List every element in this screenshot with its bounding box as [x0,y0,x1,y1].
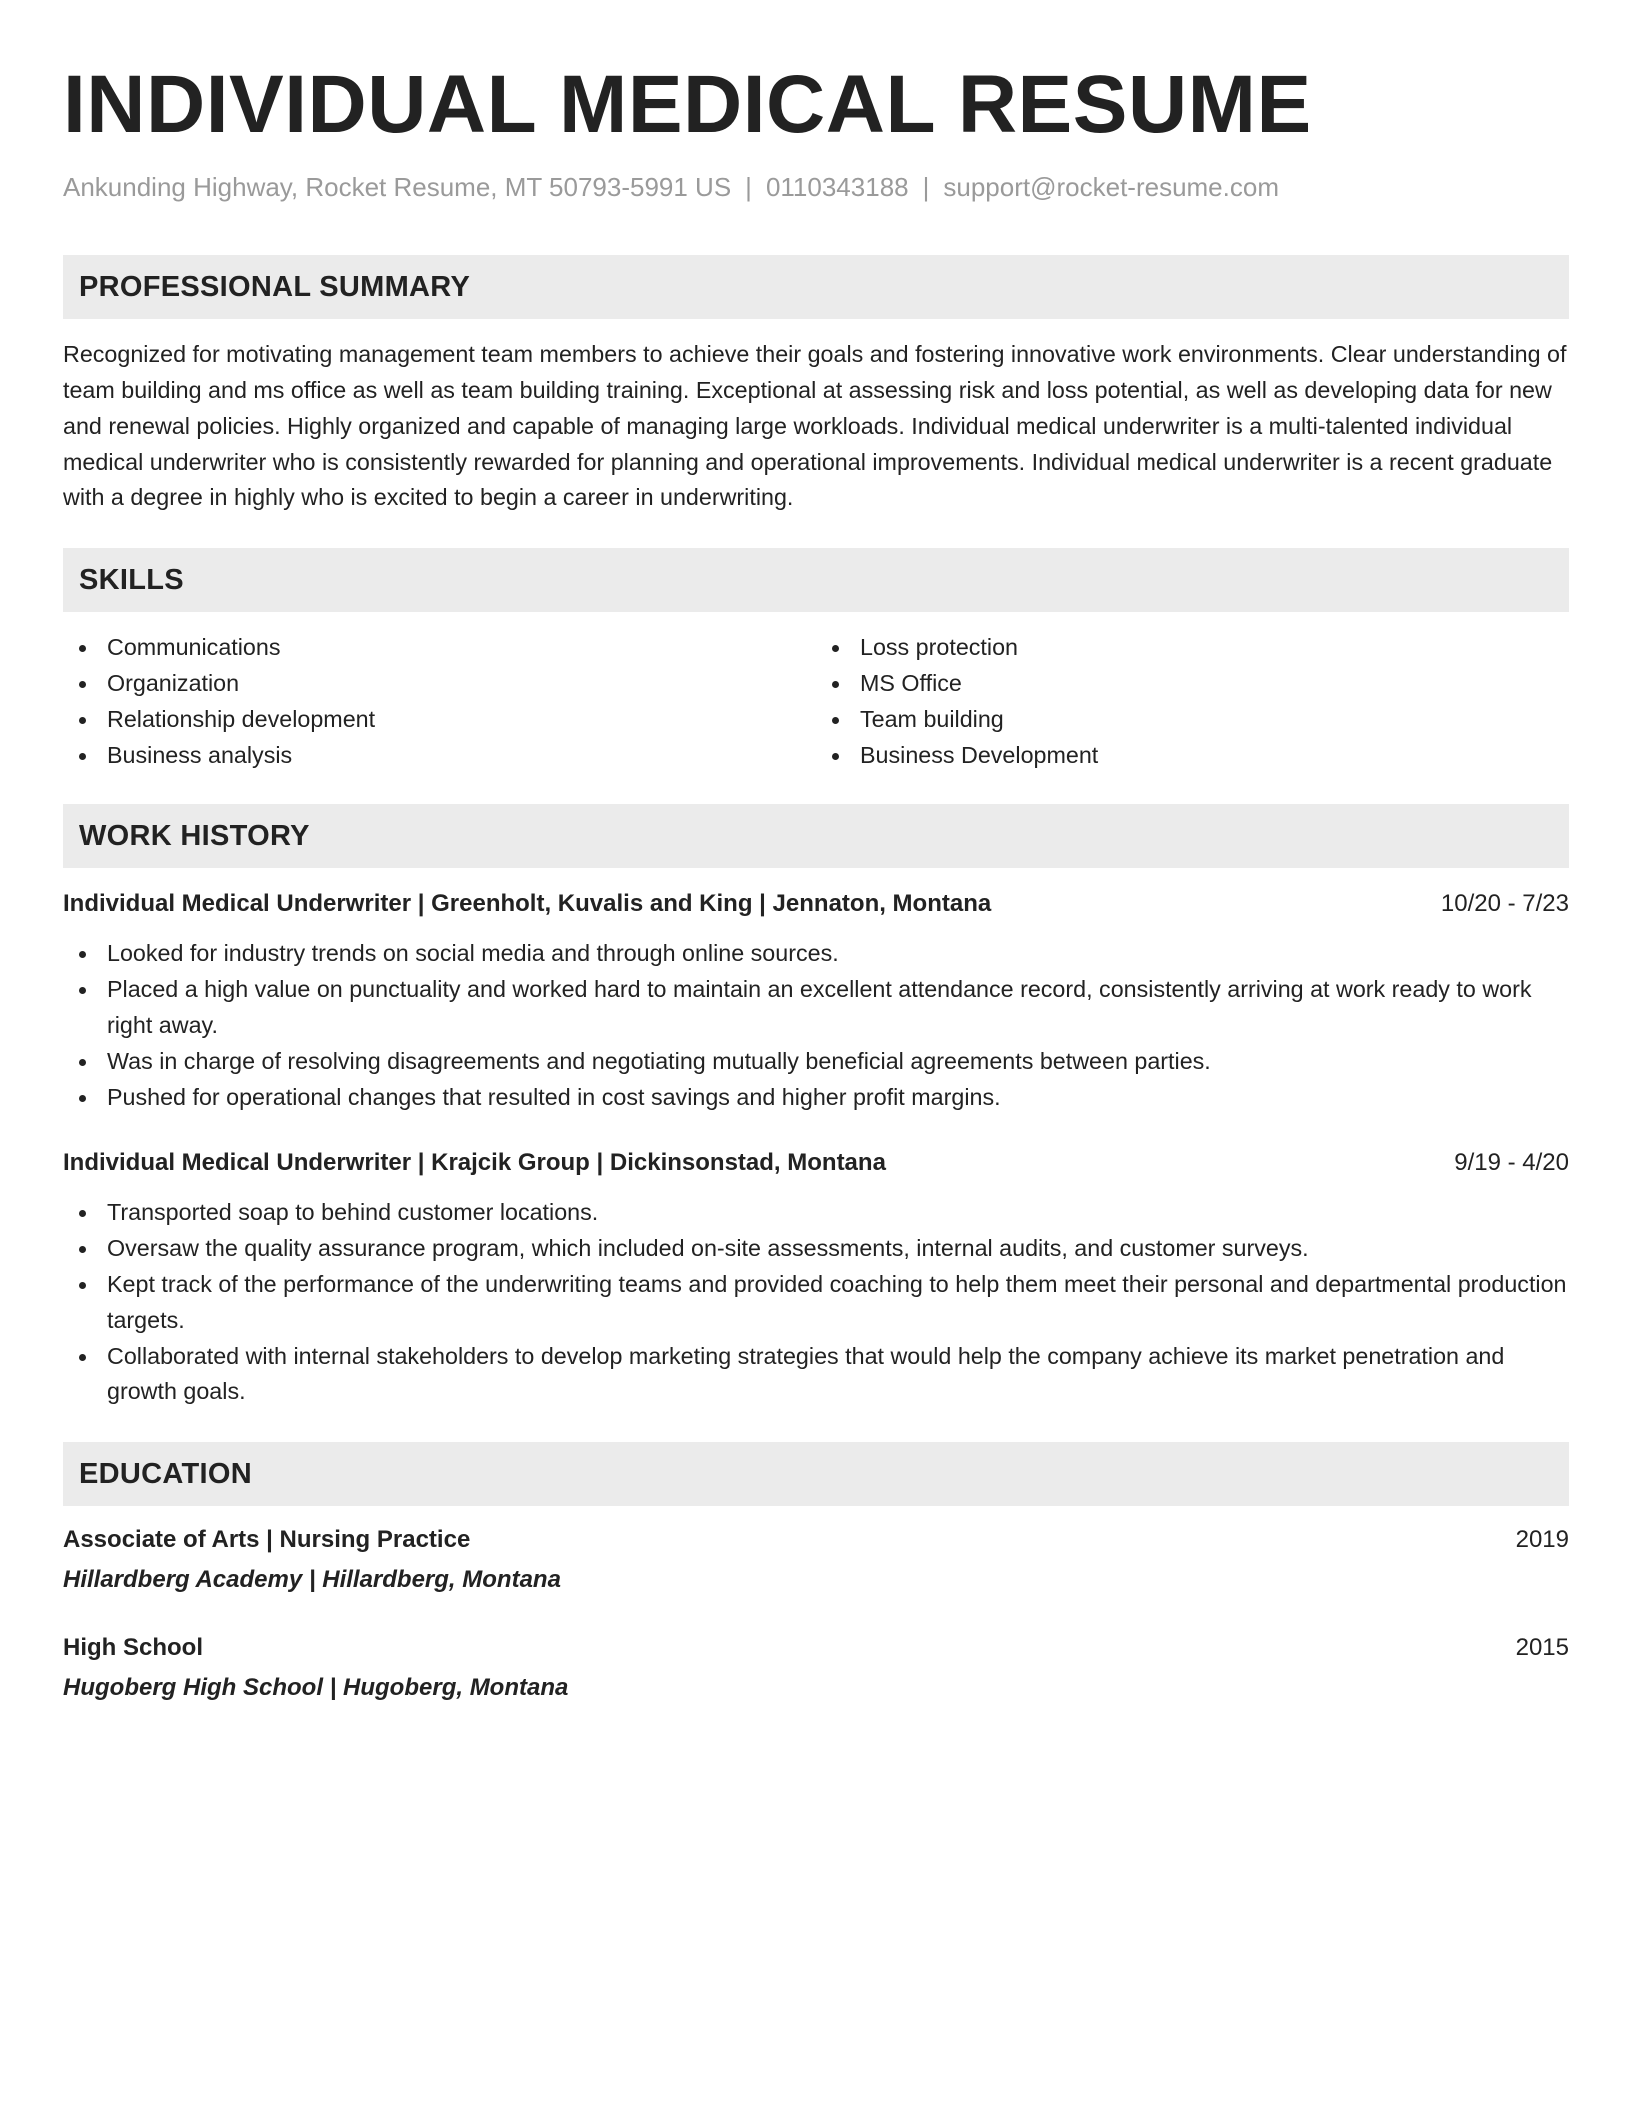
job-entry [63,886,1569,1115]
education-heading: EDUCATION [63,1442,1569,1506]
resume-title: INDIVIDUAL MEDICAL RESUME [63,59,1312,150]
job-bullet [63,1195,1569,1231]
skill-item [816,702,1569,738]
job-entry [63,1145,1569,1410]
summary-text: Recognized for motivating management team members to achieve their goals and fostering innovative work environments. Clear understanding of team building and ms office as well as team building training. Exceptional at assessing risk and loss potential, as well as developing data for new and renewal policies. Highly organized and capable of managing large workloads. Individual medical underwriter is a multi-talented individual medical underwriter who is consistently rewarded for planning and operational improvements. Individual medical underwriter is a recent graduate with a degree in highly who is excited to begin a career in underwriting. [63,341,1567,511]
skill-label: Relationship development [107,705,376,732]
skill-item [63,630,816,666]
work-history-heading: WORK HISTORY [63,804,1569,868]
job-title: Individual Medical Underwriter | Krajcik Group | Dickinsonstad, Montana [63,1149,886,1177]
bullet-icon [79,987,86,994]
skill-label: Loss protection [860,634,1018,661]
contact-email: support@rocket-resume.com [943,172,1279,202]
skill-label: Organization [107,669,240,696]
job-bullet [63,936,1569,972]
skill-label: Business Development [860,741,1099,768]
job-dates: 10/20 - 7/23 [1440,890,1569,918]
education-header [63,1522,1569,1558]
bullet-icon [79,1210,86,1217]
bullet-icon [79,951,86,958]
job-bullet [63,972,1569,1044]
bullet-icon [79,717,86,724]
contact-address: Ankunding Highway, Rocket Resume, MT 50793-5991 US [63,172,732,202]
education-school: Hugoberg High School | Hugoberg, Montana [63,1674,569,1702]
bullet-icon [79,1354,86,1361]
skills-column-right [816,630,1569,773]
bullet-icon [79,645,86,652]
skill-label: Business analysis [107,741,293,768]
contact-separator: | [745,172,752,202]
skill-label: Team building [860,705,1004,732]
job-bullet [63,1267,1569,1339]
skill-item [816,630,1569,666]
contact-line [63,172,1569,203]
bullet-icon [832,753,839,760]
education-header [63,1630,1569,1666]
job-bullet-text: Oversaw the quality assurance program, which included on-site assessments, internal audits, and customer surveys. [107,1235,1309,1262]
contact-separator: | [922,172,930,202]
bullet-icon [79,753,86,760]
skill-label: Communications [107,634,281,661]
bullet-icon [79,681,86,688]
contact-phone: 0110343188 [765,172,909,202]
job-bullet-text: Looked for industry trends on social media and through online sources. [107,940,839,967]
education-year: 2019 [1515,1526,1569,1554]
bullet-icon [832,645,839,652]
bullet-icon [79,1059,86,1066]
job-bullet-text: Pushed for operational changes that resulted in cost savings and higher profit margins. [107,1083,1001,1110]
job-bullet-text: Transported soap to behind customer locations. [107,1199,599,1226]
job-bullet-text: Was in charge of resolving disagreements and negotiating mutually beneficial agreements between parties. [107,1047,1211,1074]
job-title: Individual Medical Underwriter | Greenholt, Kuvalis and King | Jennaton, Montana [63,890,992,918]
job-bullet-list [63,1195,1569,1410]
job-dates: 9/19 - 4/20 [1454,1149,1569,1177]
job-bullet-text: Kept track of the performance of the underwriting teams and provided coaching to help them meet their personal and departmental production targets. [107,1270,1567,1333]
skills-heading: SKILLS [63,548,1569,612]
education-degree: Associate of Arts | Nursing Practice [63,1526,471,1554]
summary-heading: PROFESSIONAL SUMMARY [63,255,1569,319]
education-school: Hillardberg Academy | Hillardberg, Montana [63,1566,561,1594]
job-header [63,1145,1569,1181]
job-bullet-list [63,936,1569,1115]
skill-item [816,738,1569,774]
education-year: 2015 [1515,1634,1569,1662]
education-entry [63,1522,1569,1598]
skill-item [816,666,1569,702]
bullet-icon [832,681,839,688]
job-bullet [63,1080,1569,1116]
skill-item [63,702,816,738]
job-header [63,886,1569,922]
education-entry [63,1630,1569,1706]
bullet-icon [79,1282,86,1289]
skill-item [63,738,816,774]
education-degree: High School [63,1634,203,1662]
job-bullet-text: Collaborated with internal stakeholders to develop marketing strategies that would help the company achieve its market penetration and growth goals. [107,1342,1505,1405]
job-bullet [63,1231,1569,1267]
skill-label: MS Office [860,669,962,696]
skill-item [63,666,816,702]
job-bullet-text: Placed a high value on punctuality and worked hard to maintain an excellent attendance record, consistently arriving at work ready to work right away. [107,976,1532,1038]
bullet-icon [79,1095,86,1102]
skills-column-left [63,630,816,773]
skills-list [63,630,1569,773]
job-bullet [63,1044,1569,1080]
bullet-icon [79,1246,86,1253]
bullet-icon [832,717,839,724]
job-bullet [63,1339,1569,1411]
